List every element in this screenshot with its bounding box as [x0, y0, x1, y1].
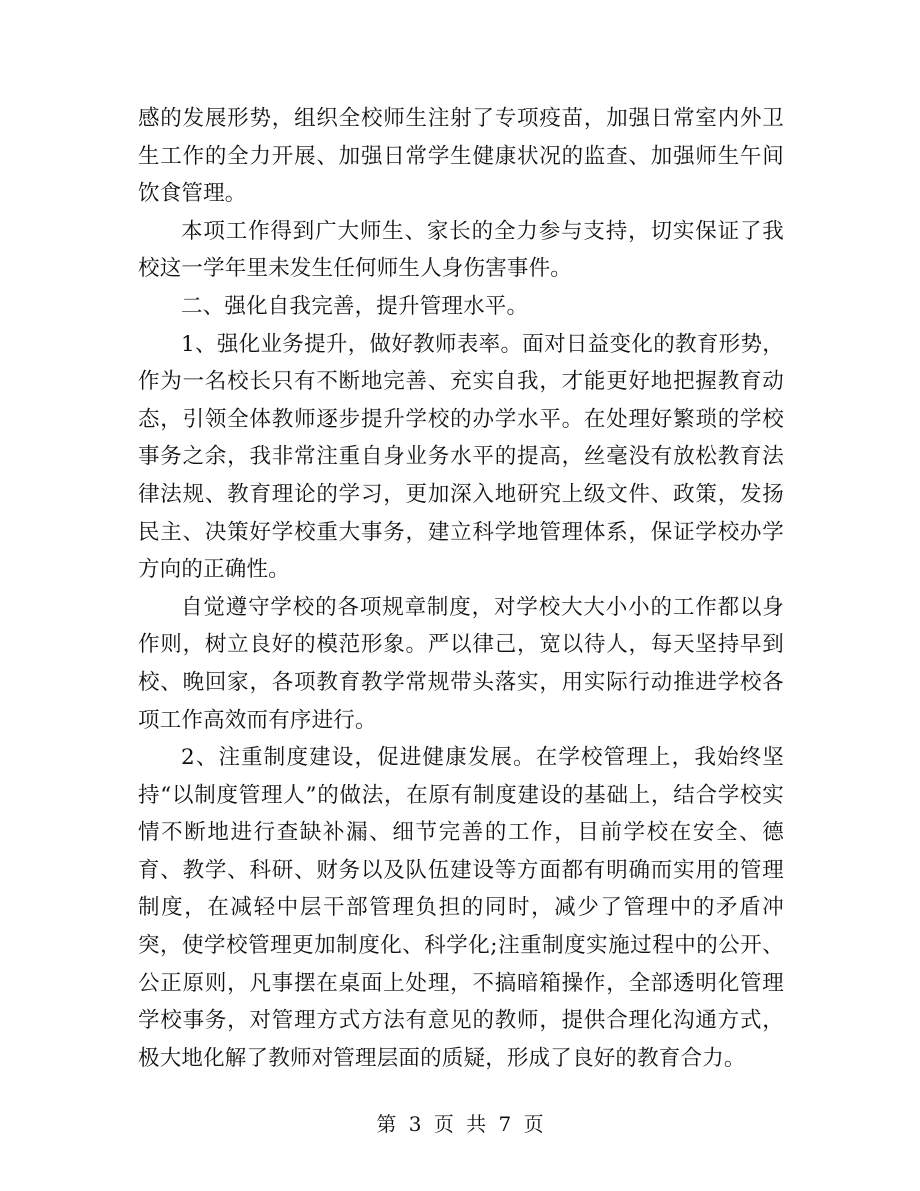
paragraph-1: 感的发展形势，组织全校师生注射了专项疫苗，加强日常室内外卫生工作的全力开展、加强日常学生健康状况的监查、加强师生午间饮食管理。 — [138, 106, 784, 207]
paragraph-4: 自觉遵守学校的各项规章制度，对学校大大小小的工作都以身作则，树立良好的模范形象。严以律己，宽以待人，每天坚持早到校、晚回家，各项教育教学常规带头落实，用实际行动推进学校各项工作高效而有序进行。 — [138, 594, 784, 733]
paragraph-2: 本项工作得到广大师生、家长的全力参与支持，切实保证了我校这一学年里未发生任何师生人身伤害事件。 — [138, 218, 784, 282]
page-number-footer: 第 3 页 共 7 页 — [376, 1112, 544, 1136]
paragraph-3: 1、强化业务提升，做好教师表率。面对日益变化的教育形势，作为一名校长只有不断地完善、充实自我，才能更好地把握教育动态，引领全体教师逐步提升学校的办学水平。在处理好繁琐的学校事务之余，我非常注重自身业务水平的提高，丝毫没有放松教育法律法规、教育理论的学习，更加深入地研究上级文件、政策，发扬民主、决策好学校重大事务，建立科学地管理体系，保证学校办学方向的正确性。 — [138, 331, 784, 583]
document-body — [138, 100, 784, 1077]
paragraph-5: 2、注重制度建设，促进健康发展。在学校管理上，我始终坚持“以制度管理人”的做法，在原有制度建设的基础上，结合学校实情不断地进行查缺补漏、细节完善的工作，目前学校在安全、德育、教学、科研、财务以及队伍建设等方面都有明确而实用的管理制度，在减轻中层干部管理负担的同时，减少了管理中的矛盾冲突，使学校管理更加制度化、科学化;注重制度实施过程中的公开、公正原则，凡事摆在桌面上处理，不搞暗箱操作，全部透明化管理学校事务，对管理方式方法有意见的教师，提供合理化沟通方式，极大地化解了教师对管理层面的质疑，形成了良好的教育合力。 — [138, 745, 784, 1071]
section-heading-2: 二、强化自我完善，提升管理水平。 — [181, 293, 529, 319]
